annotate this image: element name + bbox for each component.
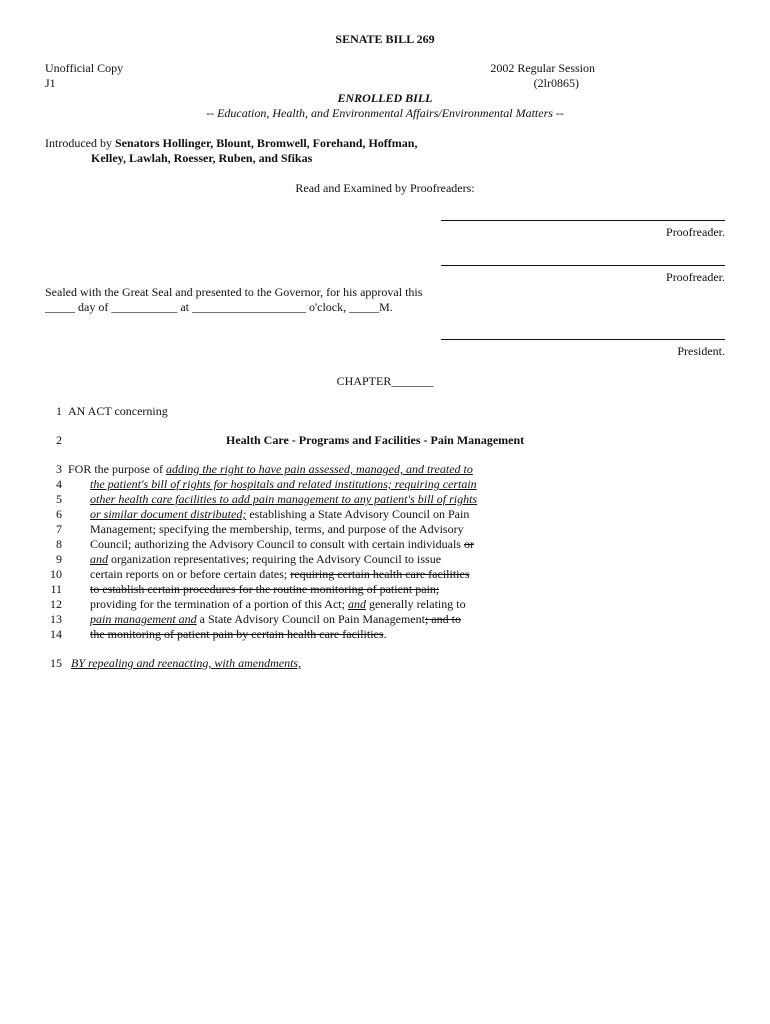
purpose-text: . xyxy=(383,627,387,641)
line-number: 11 xyxy=(50,582,62,596)
chapter-line: CHAPTER_______ xyxy=(336,374,434,388)
proofreader-label-1: Proofreader. xyxy=(666,225,725,239)
purpose-text: organization representatives; requiring the Advisory Council to issue xyxy=(108,552,442,566)
subject-code: J1 xyxy=(45,76,56,90)
struck-text: requiring certain health care facilities xyxy=(290,567,470,581)
line-number: 10 xyxy=(50,567,62,581)
line-number: 12 xyxy=(50,597,62,611)
line-number: 3 xyxy=(56,462,62,476)
purpose-line xyxy=(90,552,441,567)
purpose-line xyxy=(90,567,470,582)
line-number: 2 xyxy=(56,433,62,447)
enrolled-bill-heading: ENROLLED BILL xyxy=(337,91,433,105)
sponsors-line-1: Senators Hollinger, Blount, Bromwell, Forehand, Hoffman, xyxy=(114,136,418,150)
purpose-text: Management; specifying the membership, terms, and purpose of the Advisory xyxy=(90,522,464,536)
purpose-text: FOR the purpose of xyxy=(68,462,166,476)
line-number: 15 xyxy=(50,656,62,670)
purpose-line xyxy=(90,612,461,627)
inserted-text: and xyxy=(347,597,366,611)
struck-text: ; and to xyxy=(424,612,461,626)
inserted-text: BY repealing and reenacting, with amendments, xyxy=(71,656,302,670)
sealed-line-2: _____ day of ___________ at ___________________ o'clock, _____M. xyxy=(45,300,393,314)
purpose-line xyxy=(90,627,387,642)
line-number: 5 xyxy=(56,492,62,506)
signature-rule-2 xyxy=(441,265,725,266)
bill-title: SENATE BILL 269 xyxy=(335,32,435,46)
inserted-text: pain management and xyxy=(90,612,197,626)
line-number: 7 xyxy=(56,522,62,536)
line-number: 6 xyxy=(56,507,62,521)
purpose-line xyxy=(90,537,474,552)
inserted-text: adding the right to have pain assessed, managed, and treated to xyxy=(166,462,473,476)
purpose-text: generally relating to xyxy=(365,597,466,611)
line-number: 9 xyxy=(56,552,62,566)
committee-line: -- Education, Health, and Environmental Affairs/Environmental Matters -- xyxy=(206,106,564,120)
introduced-by xyxy=(45,136,417,151)
inserted-text: other health care facilities to add pain management to any patient's bill of rights xyxy=(90,492,478,506)
sponsors-line-2: Kelley, Lawlah, Roesser, Ruben, and Sfikas xyxy=(91,151,313,165)
inserted-text: the patient's bill of rights for hospitals and related institutions; requiring certain xyxy=(90,477,477,491)
purpose-text: Council; authorizing the Advisory Council to consult with certain individuals xyxy=(90,537,464,551)
purpose-text: certain reports on or before certain dates; xyxy=(90,567,291,581)
inserted-text: and xyxy=(90,552,108,566)
purpose-line xyxy=(90,507,469,522)
session-label: 2002 Regular Session xyxy=(490,61,595,75)
act-concerning: AN ACT concerning xyxy=(68,404,168,418)
introduced-prefix: Introduced by xyxy=(45,136,112,150)
line-number: 1 xyxy=(56,404,62,418)
unofficial-copy-label: Unofficial Copy xyxy=(45,61,124,75)
purpose-line xyxy=(90,597,466,612)
line-number: 8 xyxy=(56,537,62,551)
read-examined-line: Read and Examined by Proofreaders: xyxy=(295,181,475,195)
drafting-number: (2lr0865) xyxy=(533,76,579,90)
sealed-line-1: Sealed with the Great Seal and presented to the Governor, for his approval this xyxy=(45,285,423,299)
proofreader-label-2: Proofreader. xyxy=(666,270,725,284)
president-label: President. xyxy=(677,344,725,358)
line-number: 14 xyxy=(50,627,62,641)
signature-rule-1 xyxy=(441,220,725,221)
purpose-text: a State Advisory Council on Pain Management xyxy=(196,612,425,626)
line-number: 13 xyxy=(50,612,62,626)
line-number: 4 xyxy=(56,477,62,491)
struck-text: or xyxy=(463,537,474,551)
struck-text: the monitoring of patient pain by certain health care facilities xyxy=(90,627,384,641)
inserted-text: or similar document distributed; xyxy=(90,507,247,521)
signature-rule-3 xyxy=(441,339,725,340)
bill-subject-title: Health Care - Programs and Facilities - Pain Management xyxy=(226,433,525,447)
purpose-text: providing for the termination of a portion of this Act; xyxy=(90,597,348,611)
purpose-text: establishing a State Advisory Council on Pain xyxy=(246,507,470,521)
purpose-line xyxy=(68,462,473,477)
struck-text: to establish certain procedures for the routine monitoring of patient pain; xyxy=(90,582,440,596)
